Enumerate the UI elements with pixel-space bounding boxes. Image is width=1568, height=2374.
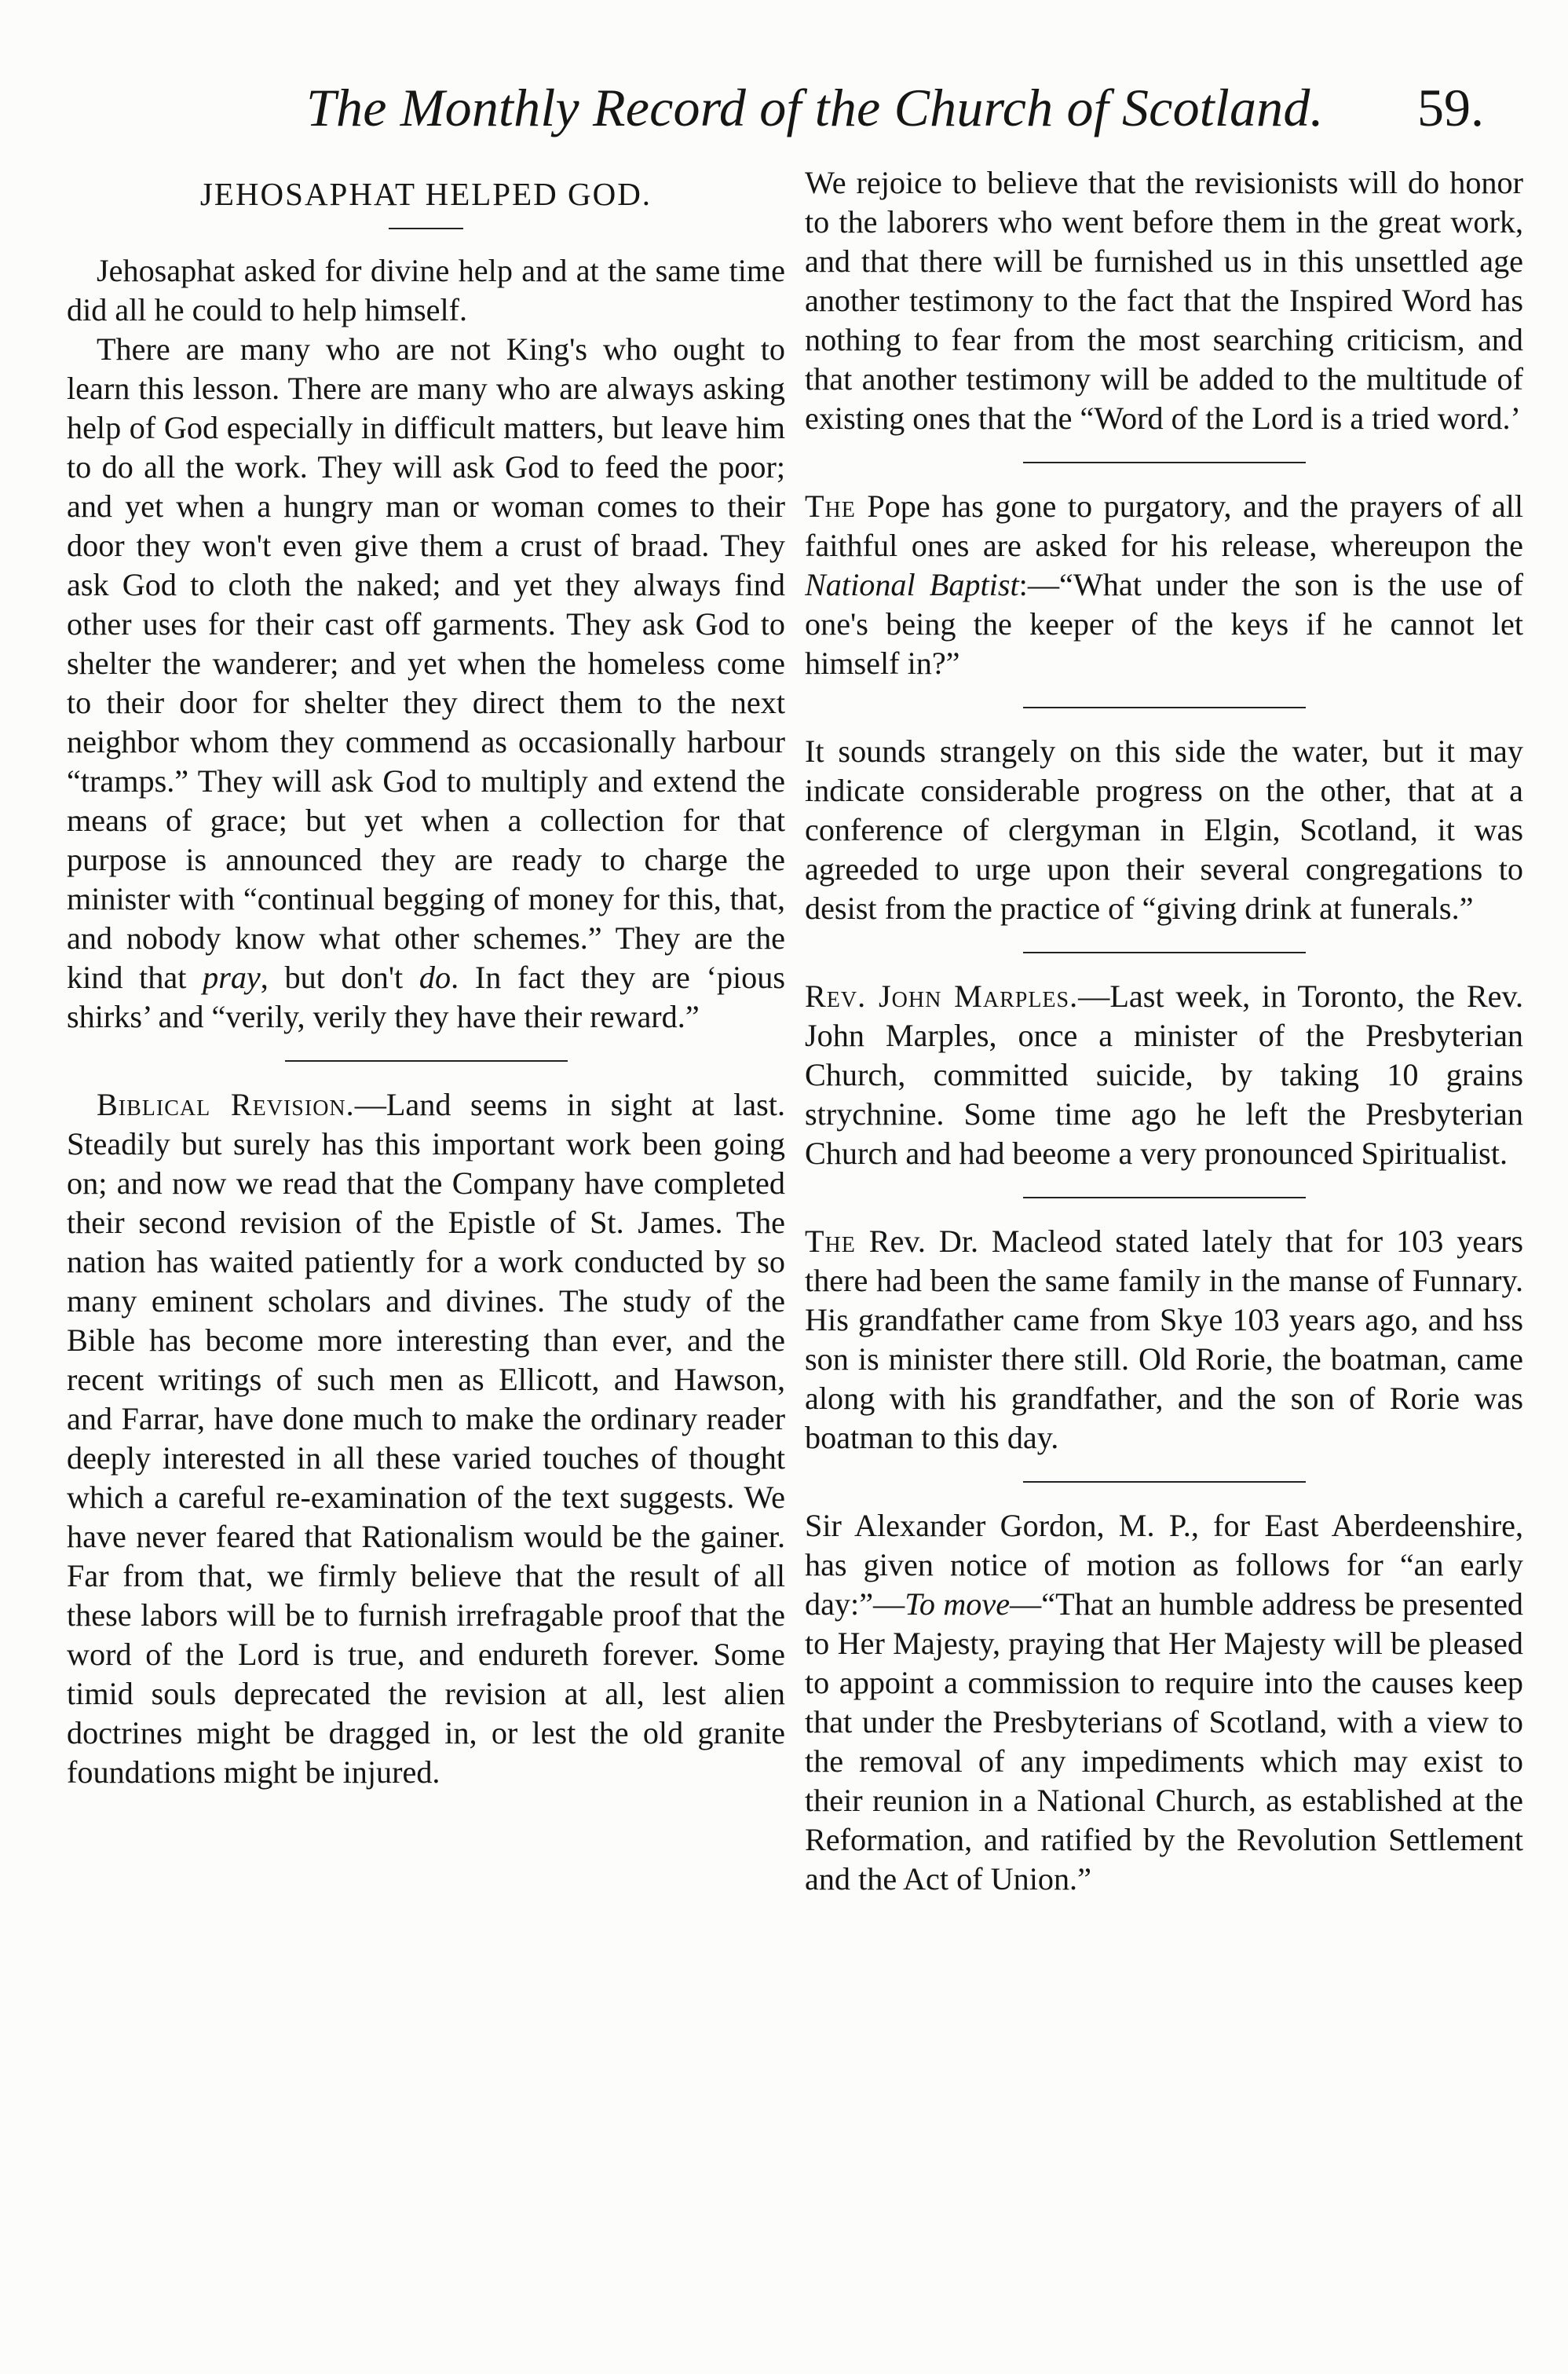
heading-rule (389, 228, 463, 229)
section-divider (1023, 952, 1306, 953)
text-run: :—“What under the son is the use of one's being the keeper of the keys if he cannot let himself in?” (805, 567, 1523, 681)
text-run: , but don't (260, 960, 419, 995)
paragraph (805, 487, 1523, 683)
article-marples (805, 977, 1523, 1173)
paragraph (805, 977, 1523, 1173)
section-divider (1023, 707, 1306, 708)
paragraph (67, 330, 785, 1037)
text-run: . In fact they are ‘pious shirks’ and “verily, verily they have their reward.” (67, 960, 785, 1034)
italic-text: National Baptist (805, 567, 1019, 602)
article-gordon (805, 1506, 1523, 1899)
section-divider (285, 1060, 568, 1062)
text-run: There are many who are not King's who ought to learn this lesson. There are many who are always asking help of God especially in difficult matters, but leave him to do all the work. They will ask God to feed the poor; and yet when a hungry man or woman comes to their door they won't even give them a crust of braad. They ask God to cloth the naked; and yet they always find other uses for their cast off garments. They ask God to shelter the wanderer; and yet when the homeless come to their door for shelter they direct them to the next neighbor whom they commend as occasionally harbour “tramps.” They will ask God to multiply and extend the means of grace; but yet when a collection for that purpose is announced they are ready to charge the minister with “continual begging of money for this, that, and nobody know what other schemes.” They are the kind that (67, 331, 785, 995)
article-elgin (805, 732, 1523, 928)
italic-text: pray (203, 960, 261, 995)
article-revision-continued (805, 163, 1523, 438)
page-number: 59. (1417, 78, 1484, 137)
running-title: The Monthly Record of the Church of Scotland. (306, 78, 1324, 137)
paragraph (67, 1085, 785, 1792)
article-macleod (805, 1222, 1523, 1458)
article-heading: JEHOSAPHAT HELPED GOD. (199, 176, 652, 212)
italic-text: do (418, 960, 451, 995)
lead-in: Biblical Revision. (97, 1087, 355, 1122)
text-run: Rev. Dr. Macleod stated lately that for 103 years there had been the same family in the manse of Funnary. His grandfather came from Skye 103 years ago, and hss son is minister there still. Old Rorie, the boatman, came along with his grandfather, and the son of Rorie was boatman to this day. (805, 1224, 1523, 1455)
right-column (805, 163, 1523, 2354)
paragraph: It sounds strangely on this side the water, but it may indicate considerable progress on the other, that at a conference of clergyman in Elgin, Scotland, it was agreeded to urge upon their several congregations to desist from the practice of “giving drink at funerals.” (805, 733, 1523, 926)
paragraph: Jehosaphat asked for divine help and at the same time did all he could to help himself. (67, 253, 785, 327)
article-jehosaphat (67, 174, 785, 1037)
paragraph (805, 1222, 1523, 1458)
italic-text: To move (905, 1586, 1011, 1622)
section-divider (1023, 1197, 1306, 1198)
paragraph (805, 1506, 1523, 1899)
article-biblical-revision (67, 1085, 785, 1792)
text-run: —Last week, in Toronto, the Rev. John Marples, once a minister of the Presbyterian Church, committed suicide, by taking 10 grains strychnine. Some time ago he left the Presbyterian Church and had beeome a very pronounced Spiritualist. (805, 978, 1523, 1171)
section-divider (1023, 462, 1306, 463)
left-column (67, 163, 785, 2354)
text-run: —Land seems in sight at last. Steadily but surely has this important work been going on; and now we read that the Company have completed their second revision of the Epistle of St. James. The nation has waited patiently for a work conducted by so many eminent scholars and divines. The study of the Bible has become more interesting than ever, and the recent writings of such men as Ellicott, and Hawson, and Farrar, have done much to make the ordinary reader deeply interested in all these varied touches of thought which a careful re-examination of the text suggests. We have never feared that Rationalism would be the gainer. Far from that, we firmly believe that the result of all these labors will be to furnish irrefragable proof that the word of the Lord is true, and endureth forever. Some timid souls deprecated the revision at all, lest alien doctrines might be dragged in, or lest the old granite foundations might be injured. (67, 1087, 785, 1790)
lead-in: The (805, 488, 856, 524)
lead-in: The (805, 1224, 856, 1259)
lead-in: Rev. John Marples. (805, 978, 1079, 1014)
article-pope (805, 487, 1523, 683)
text-run: —“That an humble address be presented to Her Majesty, praying that Her Majesty will be pleased to appoint a commission to require into the causes keep that under the Presbyterians of Scotland, with a view to the removal of any impediments which may exist to their reunion in a National Church, as established at the Reformation, and ratified by the Revolution Settlement and the Act of Union.” (805, 1586, 1523, 1897)
text-run: Pope has gone to purgatory, and the prayers of all faithful ones are asked for his release, whereupon the (805, 488, 1523, 563)
section-divider (1023, 1481, 1306, 1483)
paragraph: We rejoice to believe that the revisionists will do honor to the laborers who went before them in the great work, and that there will be furnished us in this unsettled age another testimony to the fact that the Inspired Word has nothing to fear from the most searching criticism, and that another testimony will be added to the multitude of existing ones that the “Word of the Lord is a tried word.’ (805, 165, 1523, 436)
text-run: Sir Alexander Gordon, M. P., for East Aberdeenshire, has given notice of motion as follows for “an early day:”— (805, 1508, 1523, 1622)
running-head (0, 72, 1568, 143)
